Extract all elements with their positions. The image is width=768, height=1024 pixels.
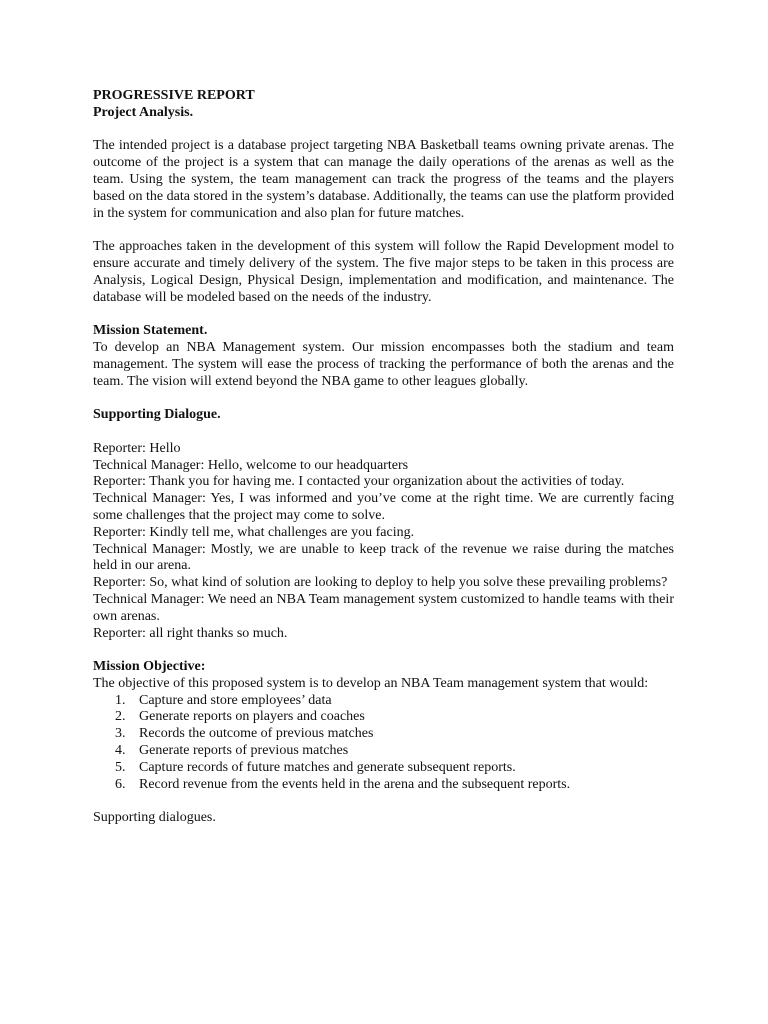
dialogue-block — [93, 441, 674, 643]
list-item — [93, 709, 674, 726]
dialogue-line: Reporter: Thank you for having me. I contacted your organization about the activities of today. — [93, 474, 625, 490]
dialogue-line: Reporter: Hello — [93, 440, 181, 456]
supporting-dialogue-heading: Supporting Dialogue. — [93, 407, 221, 423]
dialogue-line: Technical Manager: We need an NBA Team management system customized to handle teams with their own arenas. — [93, 591, 674, 624]
list-item-number: 5. — [115, 759, 126, 775]
list-item-number: 1. — [115, 692, 126, 708]
spacer — [93, 222, 674, 239]
dialogue-line: Technical Manager: Mostly, we are unable to keep track of the revenue we raise during the matches held in our arena. — [93, 541, 674, 574]
mission-statement-text: To develop an NBA Management system. Our mission encompasses both the stadium and team management. The system will ease the process of tracking the performance of both the arenas and the team. The vision will extend beyond the NBA game to other leagues globally. — [93, 339, 674, 389]
spacer — [93, 642, 674, 659]
list-item-text: Capture and store employees’ data — [139, 692, 332, 708]
dialogue-line: Technical Manager: Hello, welcome to our headquarters — [93, 457, 409, 473]
mission-objective-intro: The objective of this proposed system is to develop an NBA Team management system that would: — [93, 675, 649, 691]
document-page — [93, 88, 674, 827]
list-item-number: 3. — [115, 726, 126, 742]
list-item — [93, 743, 674, 760]
list-item — [93, 777, 674, 794]
document-title: PROGRESSIVE REPORT — [93, 88, 255, 103]
list-item-number: 2. — [115, 709, 126, 725]
dialogue-line: Technical Manager: Yes, I was informed and you’ve come at the right time. We are currently facing some challenges that the project may come to solve. — [93, 491, 674, 523]
spacer — [93, 122, 674, 139]
list-item-text: Generate reports on players and coaches — [139, 709, 365, 725]
objectives-list — [93, 693, 674, 794]
spacer — [93, 306, 674, 323]
list-item-text: Records the outcome of previous matches — [139, 726, 374, 742]
dialogue-line: Reporter: all right thanks so much. — [93, 625, 288, 641]
list-item — [93, 760, 674, 777]
dialogue-line: Reporter: Kindly tell me, what challenges are you facing. — [93, 524, 415, 540]
project-analysis-heading: Project Analysis. — [93, 104, 194, 120]
spacer — [93, 424, 674, 441]
spacer — [93, 390, 674, 407]
mission-statement-heading: Mission Statement. — [93, 323, 208, 339]
list-item-number: 6. — [115, 776, 126, 792]
project-analysis-paragraph-1: The intended project is a database project targeting NBA Basketball teams owning private arenas. The outcome of the project is a system that can manage the daily operations of the arenas as well as the team. Using the system, the team management can track the progress of the teams and the players based on the data stored in the system’s database. Additionally, the teams can use the platform provided in the system for communication and also plan for future matches. — [93, 138, 674, 221]
list-item-text: Generate reports of previous matches — [139, 743, 349, 759]
list-item — [93, 726, 674, 743]
list-item-text: Capture records of future matches and generate subsequent reports. — [139, 759, 516, 775]
dialogue-line: Reporter: So, what kind of solution are looking to deploy to help you solve these prevailing problems? — [93, 575, 668, 591]
mission-objective-heading: Mission Objective: — [93, 659, 206, 675]
closing-line: Supporting dialogues. — [93, 810, 216, 826]
project-analysis-paragraph-2: The approaches taken in the development of this system will follow the Rapid Development model to ensure accurate and timely delivery of the system. The five major steps to be taken in this process are Analysis, Logical Design, Physical Design, implementation and modification, and maintenance. The database will be modeled based on the needs of the industry. — [93, 239, 674, 305]
list-item — [93, 693, 674, 710]
list-item-number: 4. — [115, 743, 126, 759]
list-item-text: Record revenue from the events held in the arena and the subsequent reports. — [139, 776, 571, 792]
spacer — [93, 793, 674, 810]
